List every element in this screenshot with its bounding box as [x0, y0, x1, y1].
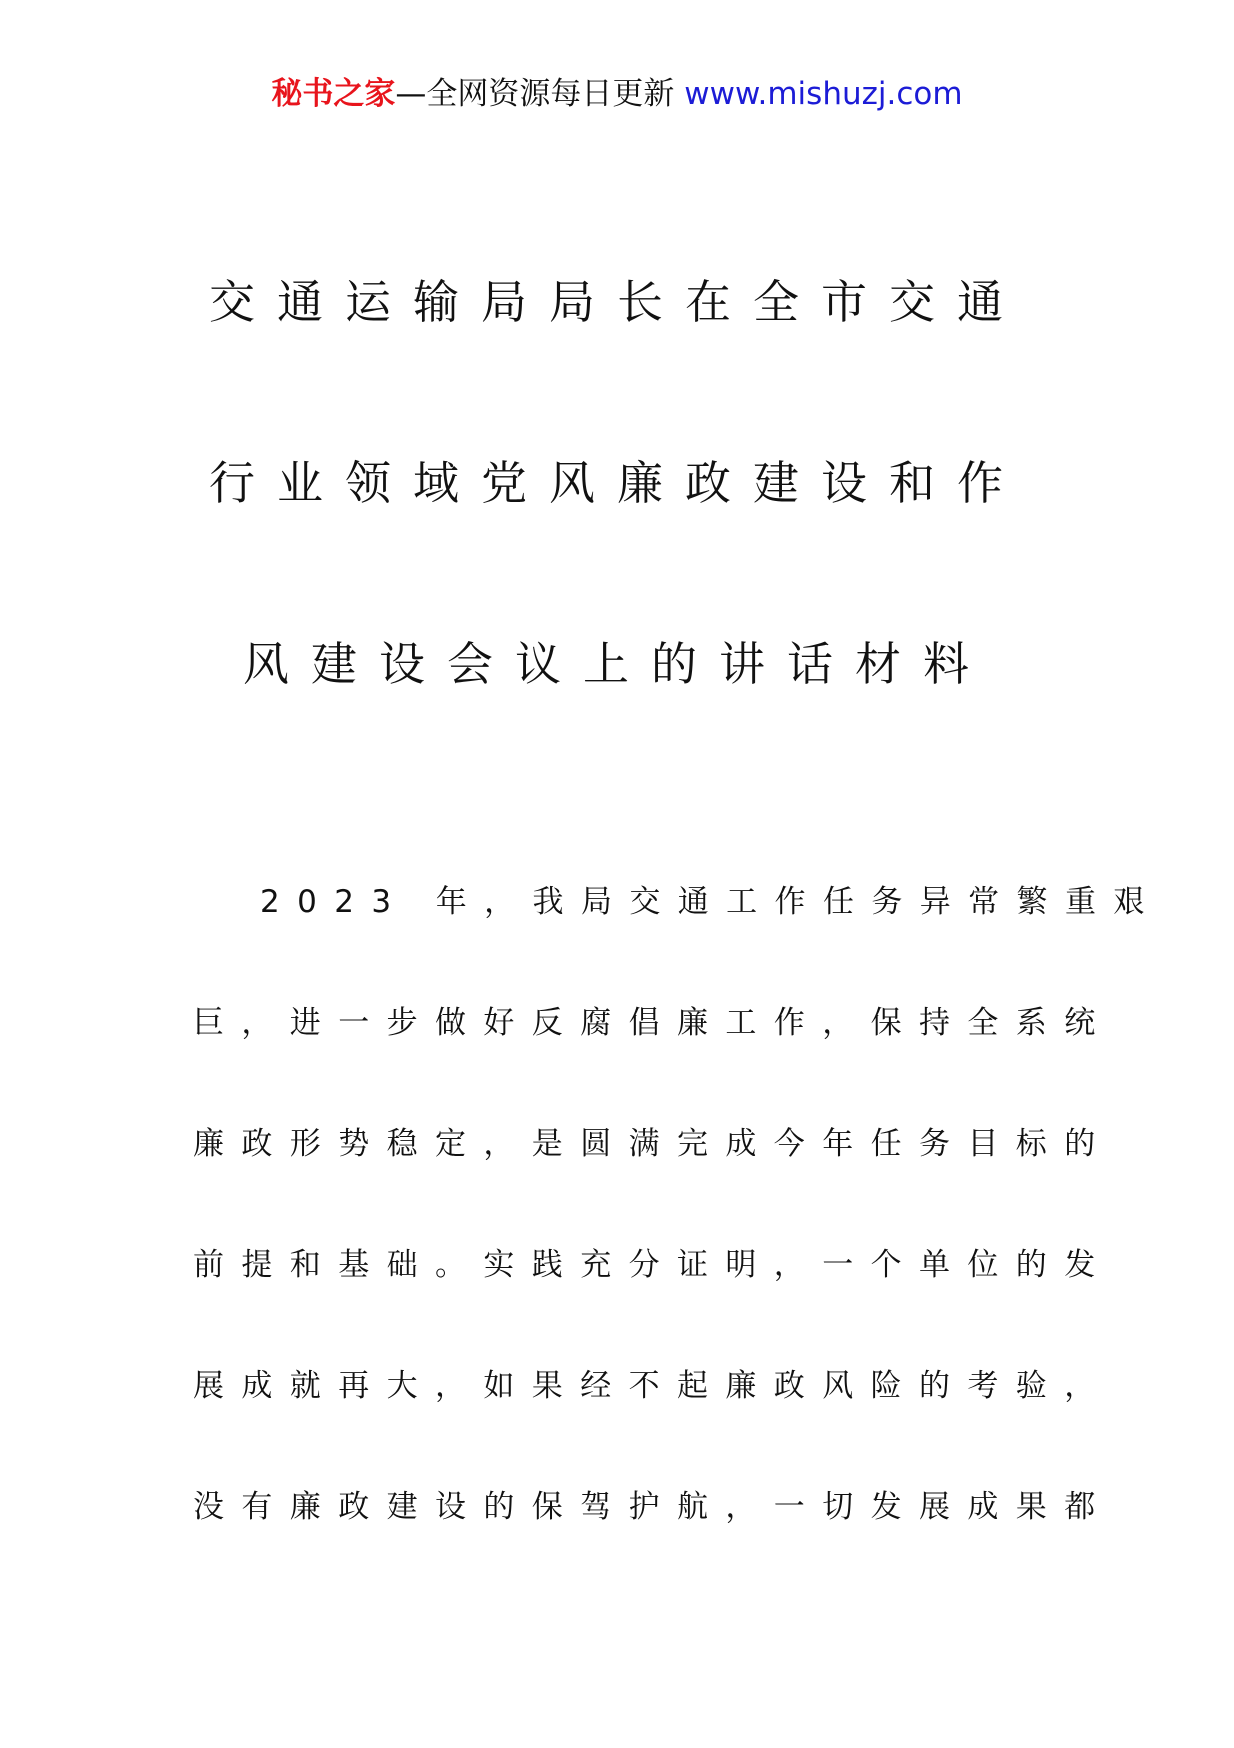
- site-brand: 秘书之家: [271, 76, 396, 112]
- body-text-line-4: 前提和基础。实践充分证明，一个单位的发: [193, 1247, 1113, 1283]
- document-title-line-1: 交通运输局局长在全市交通: [209, 275, 1025, 329]
- document-title-line-3: 风建设会议上的讲话材料: [243, 637, 991, 691]
- site-url-link[interactable]: www.mishuzj.com: [684, 76, 963, 112]
- body-text-line-3: 廉政形势稳定，是圆满完成今年任务目标的: [193, 1126, 1113, 1162]
- body-text-line-6: 没有廉政建设的保驾护航，一切发展成果都: [193, 1489, 1113, 1525]
- body-text-line-2: 巨，进一步做好反腐倡廉工作，保持全系统: [193, 1005, 1113, 1041]
- body-text-line-1: 2023 年，我局交通工作任务异常繁重艰: [260, 884, 1162, 920]
- document-title-line-2: 行业领域党风廉政建设和作: [209, 456, 1025, 510]
- site-tagline: —全网资源每日更新: [395, 76, 685, 112]
- site-header: [0, 72, 1234, 116]
- body-text-line-5: 展成就再大，如果经不起廉政风险的考验，: [193, 1368, 1113, 1404]
